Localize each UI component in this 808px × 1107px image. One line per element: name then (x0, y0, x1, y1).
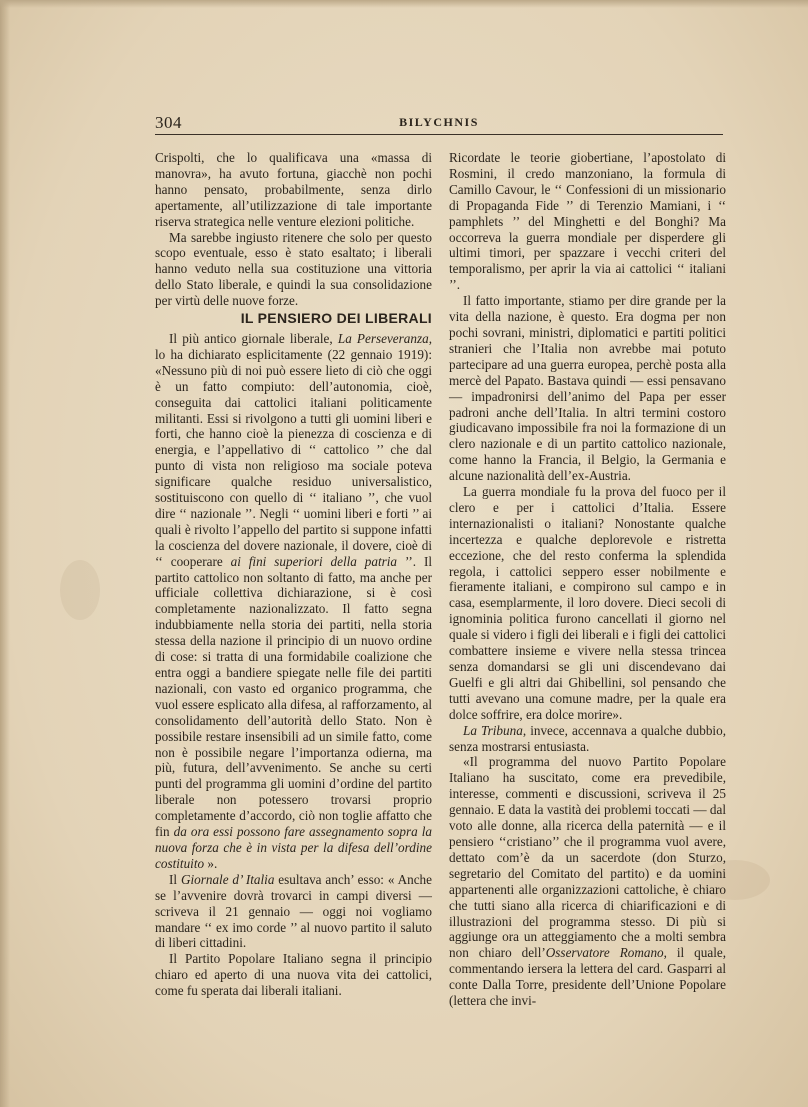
page-shadow-left (0, 0, 10, 1107)
paragraph: Ricordate le teorie giobertiane, l’apostolato di Rosmini, il credo manzoniano, la formula di Camillo Cavour, le ‘‘ Confessioni di un missionario di Propaganda Fide ’’ di Terenzio Mamiani, i ‘‘ pamphlets ’’ del Minghetti e del Bonghi? Ma occorreva la guerra mondiale per disperdere gli ultimi timori, per spazzare i vecchi criteri del temporalismo, per aprir la via ai cattolici ‘‘ italiani ’’. (449, 150, 726, 293)
paragraph (155, 872, 432, 952)
text-run: , invece, accennava a qualche dubbio, senza mostrarsi entusiasta. (449, 722, 726, 754)
page-number: 304 (155, 113, 182, 132)
header-rule (155, 134, 723, 135)
paragraph: La guerra mondiale fu la prova del fuoco per il clero e per i cattolici d’Italia. Essere internazionalisti o italiani? Nonostante qualche incertezza e qualche deplorevole e ristretta eccezione, che del resto conferma la splendida regola, i cattolici seppero esser nobilmente e fieramente italiani, e compirono sul campo e in casa, esemplarmente, il loro dovere. Dieci secoli di ignominia politica furono cancellati il giorno nel quale si videro i figli dei liberali e i figli dei cattolici combattere insieme e vivere nella stessa trincea senza domandarsi se gli uni discendevano dai Guelfi e gli altri dai Ghibellini, sol pensando che tutti avevano una comune madre, per la quale era dolce soffrire, era dolce morire». (449, 484, 726, 722)
text-run: , il quale, commentando iersera la lettera del card. Gasparri al conte Dalla Torre, presidente dell’Unione Popolare (lettera che invi- (449, 945, 727, 1009)
newspaper-title: La Tribuna (463, 722, 523, 738)
newspaper-title: Giornale d’ Italia (180, 871, 275, 887)
newspaper-title: Osservatore Romano (545, 945, 664, 961)
italic-quote: ai fini superiori della patria (230, 553, 398, 569)
journal-title: BILYCHNIS (399, 115, 479, 129)
text-run: ». (204, 855, 218, 871)
paragraph: Crispolti, che lo qualificava una «massa di manovra», ha avuto fortuna, giacchè non pochi hanno pensato, probabilmente, senza dirlo apertamente, all’utilizzazione di tale importante riserva strategica nelle venture elezioni politiche. (155, 150, 432, 229)
paragraph: Il Partito Popolare Italiano segna il principio chiaro ed aperto di una nuova vita dei cattolici, come fu sperata dai liberali italiani. (155, 951, 432, 999)
paragraph (449, 723, 726, 755)
italic-quote: da ora essi possono fare assegnamento sopra la nuova forza che è in vista per la difesa dell’ordine costituito (155, 824, 432, 871)
text-run: Il più antico giornale liberale, (169, 330, 338, 346)
text-run: esultava anch’ esso: « Anche se l’avvenire dovrà trovarci in campi diversi — scriveva il 21 gennaio — oggi noi vogliamo mandare ‘‘ ex imo corde ’’ al nuovo partito il saluto di liberi cittadini. (155, 871, 432, 951)
left-column (155, 150, 432, 999)
right-column (449, 150, 726, 1009)
text-run: ’’. Il partito cattolico non soltanto di fatto, ma anche per ufficiale collettiva dichiarazione, si è così completamente nazionalizzato. Il fatto segna indubbiamente nella storia dei partiti, nella storia stessa della nazione il principio di un nuovo ordine di cose: si tratta di una formidabile coalizione che entra oggi a bandiere spiegate nelle file dei partiti nazionali, con vasto ed organico programma, che vuol essere esplicato alla difesa, al rafforzamento, al consolidamento dell’autorità dello Stato. Non è possibile restare insensibili ad un simile fatto, come non è possibile negare l’importanza odierna, ma più, futura, dell’avvenimento. Se anche su certi punti del programma gli uomini d’ordine del partito liberale non potessero trovarsi proprio completamente d’accordo, ciò non toglie affatto che fin (155, 553, 432, 840)
paper-stain (60, 560, 100, 620)
text-run: «Il programma del nuovo Partito Popolare Italiano ha suscitato, come era prevedibile, interesse, commenti e discussioni, scriveva il 25 gennaio. E data la vastità dei problemi toccati — dal voto alle donne, alla ricerca della paternità — e il pensiero ‘‘cristiano’’ che il programma vuol avere, dettato com’è da un sacerdote (don Sturzo, segretario del Comitato del partito) e da uomini appartenenti alle organizzazioni cattoliche, è chiaro che tutti siano alla ricerca di chiarificazioni e di illustrazioni del programma stesso. Di più si aggiunge ora un atteggiamento che a molti sembra non chiaro dell’ (449, 754, 726, 961)
text-run: Il (169, 871, 181, 887)
running-head (155, 113, 723, 133)
paragraph (449, 754, 726, 1009)
paragraph: Il fatto importante, stiamo per dire grande per la vita della nazione, è questo. Era dogma per non pochi sovrani, ministri, diplomatici e partiti politici stranieri che l’Italia non avrebbe mai potuto partecipare ad una guerra europea, perchè posta alla mercè del Papato. Bastava quindi — essi pensavano — impadronirsi dell’animo del Papa per esser padroni anche dell’Italia. In altri termini costoro giudicavano impossibile fra noi la formazione di un clero nazionale e di un partito cattolico nazionale, come hanno la Francia, il Belgio, la Germania e alcune nazionalità dell’ex-Austria. (449, 293, 726, 484)
paragraph (155, 331, 432, 872)
page-shadow-top (0, 0, 808, 8)
text-run: , lo ha dichiarato esplicitamente (22 gennaio 1919): «Nessuno più di noi può essere lieto di ciò che oggi è un fatto compiuto: dell’autonomia, cioè, conseguita dai cattolici italiani politicamente militanti. Essi si rivolgono a tutti gli uomini liberi e forti, che hanno cioè la pienezza di coscienza e di energia, e l’appellativo di ‘‘ cattolico ’’ che dal punto di vista non religioso ma sociale poteva significare qualche residuo universalistico, sostituiscono con quello di ‘‘ italiano ’’, che vuol dire ‘‘ nazionale ’’. Negli ‘‘ uomini liberi e forti ’’ ai quali è rivolto l’appello del partito si suppone infatti la coscienza del dovere nazionale, il dovere, cioè di ‘‘ cooperare (155, 330, 432, 569)
section-heading: IL PENSIERO DEI LIBERALI (240, 310, 432, 327)
newspaper-title: La Perseveranza (337, 330, 429, 346)
paragraph: Ma sarebbe ingiusto ritenere che solo per questo scopo eventuale, esso è stato esaltato; i liberali hanno veduto nella sua costituzione una vittoria dello Stato liberale, e quindi la sua consolidazione per virtù delle nuove forze. (155, 229, 432, 309)
